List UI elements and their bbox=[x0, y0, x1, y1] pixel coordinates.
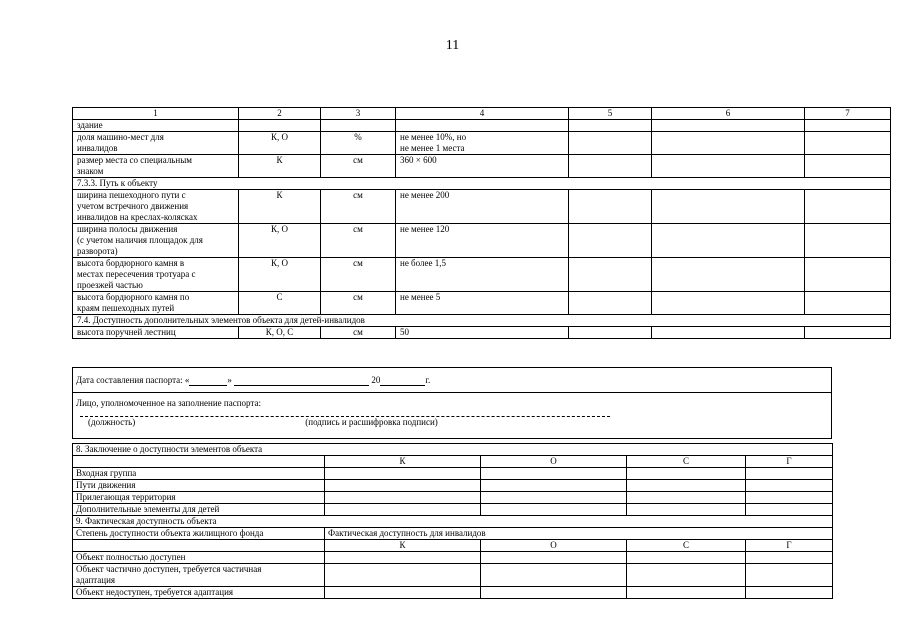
norm-cell: 360 × 600 bbox=[396, 155, 569, 178]
header-cell: 2 bbox=[239, 108, 321, 120]
category-cell: К, О, С bbox=[239, 327, 321, 339]
year-blank bbox=[380, 375, 425, 386]
month-blank bbox=[234, 375, 369, 386]
table-row bbox=[73, 292, 891, 315]
row-label: Объект полностью доступен bbox=[73, 552, 325, 564]
table-row bbox=[73, 327, 891, 339]
table-row bbox=[73, 132, 891, 155]
category-cell: К, О bbox=[239, 258, 321, 292]
header-cell: С bbox=[627, 540, 746, 552]
unit-cell: % bbox=[321, 132, 396, 155]
header-cell: Г bbox=[746, 540, 833, 552]
category-cell: С bbox=[239, 292, 321, 315]
table-row bbox=[73, 504, 833, 516]
norm-cell: не менее 200 bbox=[396, 190, 569, 224]
section-row bbox=[73, 315, 891, 327]
row-label: Дополнительные элементы для детей bbox=[73, 504, 325, 516]
signature-line bbox=[80, 409, 610, 417]
section-title: 9. Фактическая доступность объекта bbox=[73, 516, 833, 528]
unit-cell: см bbox=[321, 155, 396, 178]
norm-cell: не более 1,5 bbox=[396, 258, 569, 292]
category-cell: К, О bbox=[239, 224, 321, 258]
table-row bbox=[73, 468, 833, 480]
row-label: высота поручней лестниц bbox=[73, 327, 239, 339]
table-row bbox=[73, 480, 833, 492]
row-label: высота бордюрного камня по краям пешеходных путей bbox=[73, 292, 239, 315]
row-label: Прилегающая территория bbox=[73, 492, 325, 504]
norm-cell: 50 bbox=[396, 327, 569, 339]
row-label: высота бордюрного камня в местах пересечения тротуара с проезжей частью bbox=[73, 258, 239, 292]
norm-cell: не менее 120 bbox=[396, 224, 569, 258]
header-cell: 1 bbox=[73, 108, 239, 120]
table-row bbox=[73, 492, 833, 504]
header-cell: К bbox=[325, 456, 481, 468]
header-cell: С bbox=[627, 456, 746, 468]
header-cell: 5 bbox=[569, 108, 652, 120]
row-label: Объект недоступен, требуется адаптация bbox=[73, 587, 325, 599]
page-number: 11 bbox=[445, 38, 460, 53]
category-cell: К, О bbox=[239, 132, 321, 155]
row-label: Степень доступности объекта жилищного фонда bbox=[73, 528, 325, 540]
header-cell: Г bbox=[746, 456, 833, 468]
actual-accessibility-label: Фактическая доступность для инвалидов bbox=[325, 528, 833, 540]
table-row bbox=[73, 120, 891, 132]
table-row bbox=[73, 552, 833, 564]
header-cell: О bbox=[481, 540, 627, 552]
header-cell: 3 bbox=[321, 108, 396, 120]
passport-info-table bbox=[72, 367, 832, 439]
table-row bbox=[73, 258, 891, 292]
table-row bbox=[73, 564, 833, 587]
table-row bbox=[73, 155, 891, 178]
header-row bbox=[73, 540, 833, 552]
section-title: 8. Заключение о доступности элементов объекта bbox=[73, 444, 833, 456]
header-cell: 6 bbox=[652, 108, 805, 120]
table-row bbox=[73, 190, 891, 224]
unit-cell: см bbox=[321, 258, 396, 292]
passport-date: Дата составления паспорта: « » 20 г. bbox=[73, 368, 832, 393]
header-row bbox=[73, 108, 891, 120]
authorized-row bbox=[73, 393, 832, 439]
unit-cell: см bbox=[321, 327, 396, 339]
row-label: Объект частично доступен, требуется частичная адаптация bbox=[73, 564, 325, 587]
table-row bbox=[73, 528, 833, 540]
date-row bbox=[73, 368, 832, 393]
header-row bbox=[73, 456, 833, 468]
norm-cell: не менее 10%, но не менее 1 места bbox=[396, 132, 569, 155]
unit-cell: см bbox=[321, 292, 396, 315]
row-label: ширина пешеходного пути с учетом встречного движения инвалидов на креслах-колясках bbox=[73, 190, 239, 224]
category-cell: К bbox=[239, 155, 321, 178]
header-cell: 4 bbox=[396, 108, 569, 120]
requirements-table bbox=[72, 107, 891, 339]
row-label: здание bbox=[73, 120, 239, 132]
unit-cell: см bbox=[321, 224, 396, 258]
section-title: 7.3.3. Путь к объекту bbox=[73, 178, 891, 190]
table-row bbox=[73, 224, 891, 258]
row-label: доля машино-мест для инвалидов bbox=[73, 132, 239, 155]
header-cell: О bbox=[481, 456, 627, 468]
row-label: ширина полосы движения (с учетом наличия площадок для разворота) bbox=[73, 224, 239, 258]
section-row bbox=[73, 444, 833, 456]
section-title: 7.4. Доступность дополнительных элементов объекта для детей-инвалидов bbox=[73, 315, 891, 327]
header-cell: 7 bbox=[805, 108, 891, 120]
section-row bbox=[73, 178, 891, 190]
norm-cell: не менее 5 bbox=[396, 292, 569, 315]
section-row bbox=[73, 516, 833, 528]
table-row bbox=[73, 587, 833, 599]
row-label: Входная группа bbox=[73, 468, 325, 480]
category-cell: К bbox=[239, 190, 321, 224]
unit-cell: см bbox=[321, 190, 396, 224]
authorized-person: Лицо, уполномоченное на заполнение паспорта: (должность) (подпись и расшифровка подписи) bbox=[73, 393, 832, 439]
header-cell: К bbox=[325, 540, 481, 552]
row-label: Пути движения bbox=[73, 480, 325, 492]
accessibility-table bbox=[72, 443, 833, 599]
row-label: размер места со специальным знаком bbox=[73, 155, 239, 178]
day-blank bbox=[189, 375, 227, 386]
